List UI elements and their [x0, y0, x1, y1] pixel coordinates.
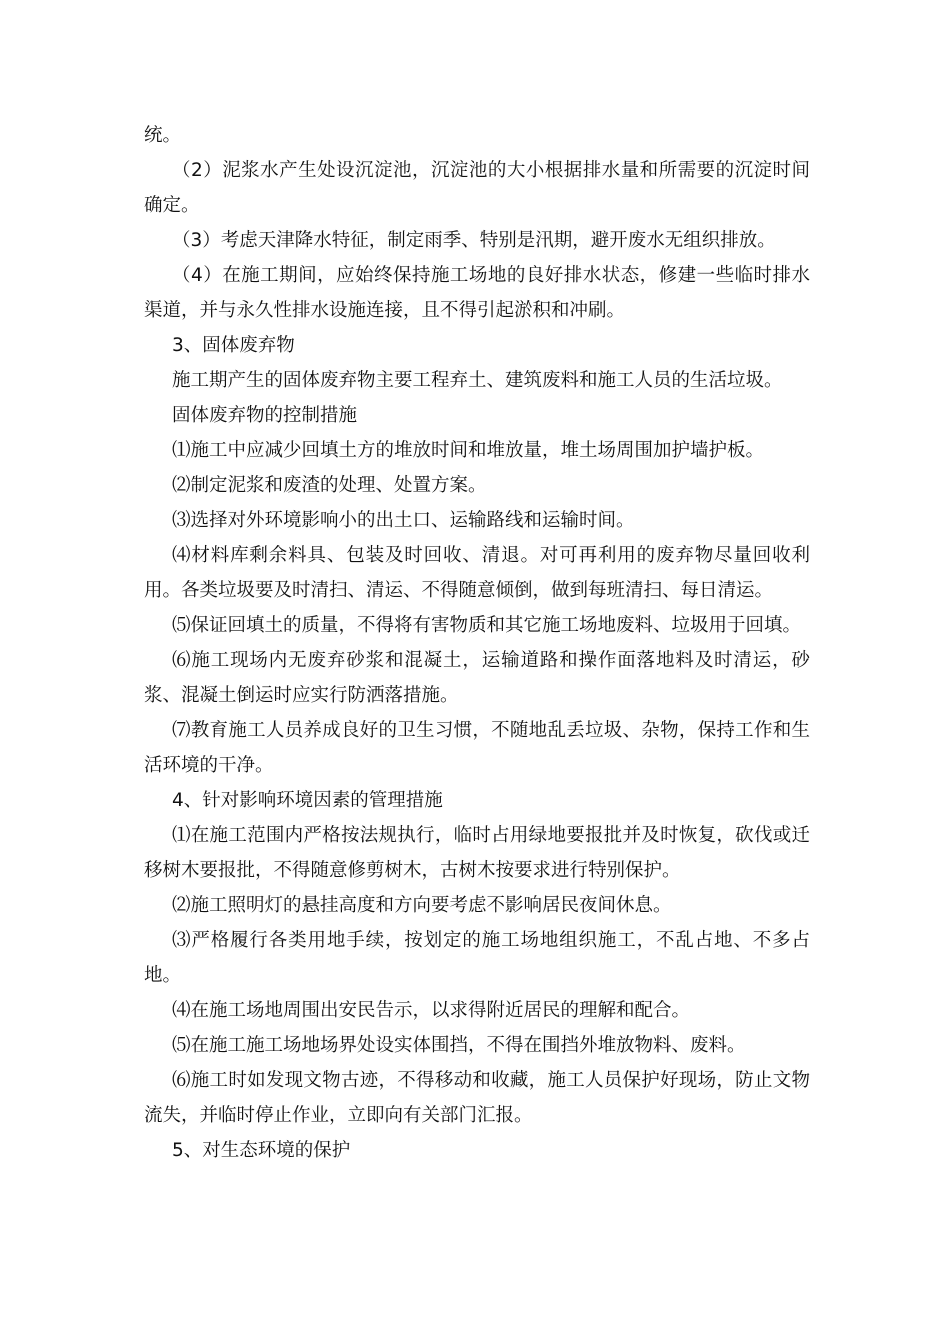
- paragraph-solid-waste-intro: 施工期产生的固体废弃物主要工程弃土、建筑废料和施工人员的生活垃圾。: [172, 370, 783, 391]
- environment-measure-4: ⑷在施工场地周围出安民告示，以求得附近居民的理解和配合。: [172, 1000, 691, 1021]
- paragraph-item-2: （2）泥浆水产生处设沉淀池，沉淀池的大小根据排水量和所需要的沉淀时间确定。: [144, 160, 810, 216]
- paragraph-item-3: （3）考虑天津降水特征，制定雨季、特别是汛期，避开废水无组织排放。: [172, 230, 776, 251]
- environment-measure-5: ⑸在施工施工场地场界处设实体围挡，不得在围挡外堆放物料、废料。: [172, 1035, 746, 1056]
- environment-measure-3: ⑶严格履行各类用地手续，按划定的施工场地组织施工，不乱占地、不多占地。: [144, 930, 810, 986]
- section-heading-ecology: 5、对生态环境的保护: [172, 1140, 351, 1161]
- environment-measure-2: ⑵施工照明灯的悬挂高度和方向要考虑不影响居民夜间休息。: [172, 895, 672, 916]
- solid-waste-measure-4: ⑷材料库剩余料具、包装及时回收、清退。对可再利用的废弃物尽量回收利用。各类垃圾要及时清扫、清运、不得随意倾倒，做到每班清扫、每日清运。: [144, 545, 810, 601]
- solid-waste-measure-2: ⑵制定泥浆和废渣的处理、处置方案。: [172, 475, 487, 496]
- solid-waste-measure-5: ⑸保证回填土的质量，不得将有害物质和其它施工场地废料、垃圾用于回填。: [172, 615, 802, 636]
- solid-waste-measure-1: ⑴施工中应减少回填土方的堆放时间和堆放量，堆土场周围加护墙护板。: [172, 440, 765, 461]
- solid-waste-measure-7: ⑺教育施工人员养成良好的卫生习惯，不随地乱丢垃圾、杂物，保持工作和生活环境的干净。: [144, 720, 810, 776]
- environment-measure-6: ⑹施工时如发现文物古迹，不得移动和收藏，施工人员保护好现场，防止文物流失，并临时停止作业，立即向有关部门汇报。: [144, 1070, 810, 1126]
- solid-waste-measure-6: ⑹施工现场内无废弃砂浆和混凝土，运输道路和操作面落地料及时清运，砂浆、混凝土倒运时应实行防洒落措施。: [144, 650, 810, 706]
- document-body: [144, 118, 810, 1168]
- section-heading-environment-factors: 4、针对影响环境因素的管理措施: [172, 790, 443, 811]
- solid-waste-measure-3: ⑶选择对外环境影响小的出土口、运输路线和运输时间。: [172, 510, 635, 531]
- section-heading-solid-waste: 3、固体废弃物: [172, 335, 295, 356]
- environment-measure-1: ⑴在施工范围内严格按法规执行，临时占用绿地要报批并及时恢复，砍伐或迁移树木要报批，不得随意修剪树木，古树木按要求进行特别保护。: [144, 825, 810, 881]
- paragraph-item-4: （4）在施工期间，应始终保持施工场地的良好排水状态，修建一些临时排水渠道，并与永久性排水设施连接，且不得引起淤积和冲刷。: [144, 265, 810, 321]
- subheading-solid-waste-control: 固体废弃物的控制措施: [172, 405, 358, 426]
- paragraph-continuation: 统。: [144, 125, 182, 146]
